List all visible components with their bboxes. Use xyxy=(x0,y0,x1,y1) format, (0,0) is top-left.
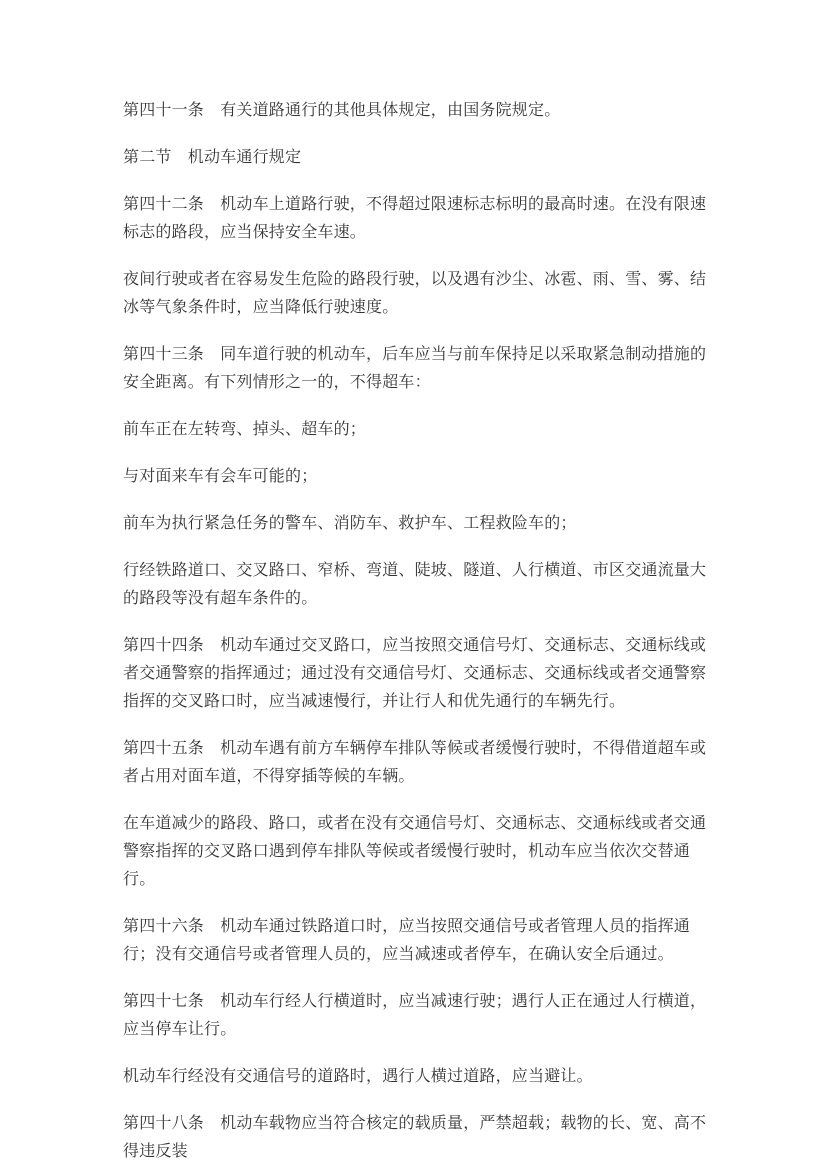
article-43-list-item-1: 前车正在左转弯、掉头、超车的； xyxy=(123,421,367,438)
article-paragraph-48-truncated: 第四十八条 机动车载物应当符合核定的载质量，严禁超载；载物的长、宽、高不得违反装 xyxy=(123,1115,707,1160)
article-paragraph-42: 第四十二条 机动车上道路行驶，不得超过限速标志标明的最高时速。在没有限速标志的路段，应当保持安全车速。 xyxy=(123,196,707,241)
article-paragraph-42-continued: 夜间行驶或者在容易发生危险的路段行驶，以及遇有沙尘、冰雹、雨、雪、雾、结冰等气象条件时，应当降低行驶速度。 xyxy=(123,271,707,316)
article-paragraph-46: 第四十六条 机动车通过铁路道口时，应当按照交通信号或者管理人员的指挥通行；没有交通信号或者管理人员的，应当减速或者停车，在确认安全后通过。 xyxy=(123,918,691,963)
article-paragraph-45-continued: 在车道减少的路段、路口，或者在没有交通信号灯、交通标志、交通标线或者交通警察指挥的交叉路口遇到停车排队等候或者缓慢行驶时，机动车应当依次交替通行。 xyxy=(123,815,707,888)
article-43-list-item-2: 与对面来车有会车可能的； xyxy=(123,468,318,485)
article-paragraph-45: 第四十五条 机动车遇有前方车辆停车排队等候或者缓慢行驶时，不得借道超车或者占用对面车道，不得穿插等候的车辆。 xyxy=(123,740,707,785)
section-heading: 第二节 机动车通行规定 xyxy=(123,149,302,166)
article-paragraph-44: 第四十四条 机动车通过交叉路口，应当按照交通信号灯、交通标志、交通标线或者交通警察的指挥通过；通过没有交通信号灯、交通标志、交通标线或者交通警察指挥的交叉路口时，应当减速慢行，并让行人和优先通行的车辆先行。 xyxy=(123,637,707,710)
article-43-list-item-4: 行经铁路道口、交叉路口、窄桥、弯道、陡坡、隧道、人行横道、市区交通流量大的路段等没有超车条件的。 xyxy=(123,562,707,607)
article-paragraph-41: 第四十一条 有关道路通行的其他具体规定，由国务院规定。 xyxy=(123,102,561,119)
document-body xyxy=(123,97,710,1170)
article-paragraph-47: 第四十七条 机动车行经人行横道时，应当减速行驶；遇行人正在通过人行横道，应当停车让行。 xyxy=(123,993,707,1038)
article-paragraph-47-continued: 机动车行经没有交通信号的道路时，遇行人横过道路，应当避让。 xyxy=(123,1068,593,1085)
article-paragraph-43: 第四十三条 同车道行驶的机动车，后车应当与前车保持足以采取紧急制动措施的安全距离。有下列情形之一的，不得超车： xyxy=(123,346,707,391)
article-43-list-item-3: 前车为执行紧急任务的警车、消防车、救护车、工程救险车的； xyxy=(123,515,577,532)
